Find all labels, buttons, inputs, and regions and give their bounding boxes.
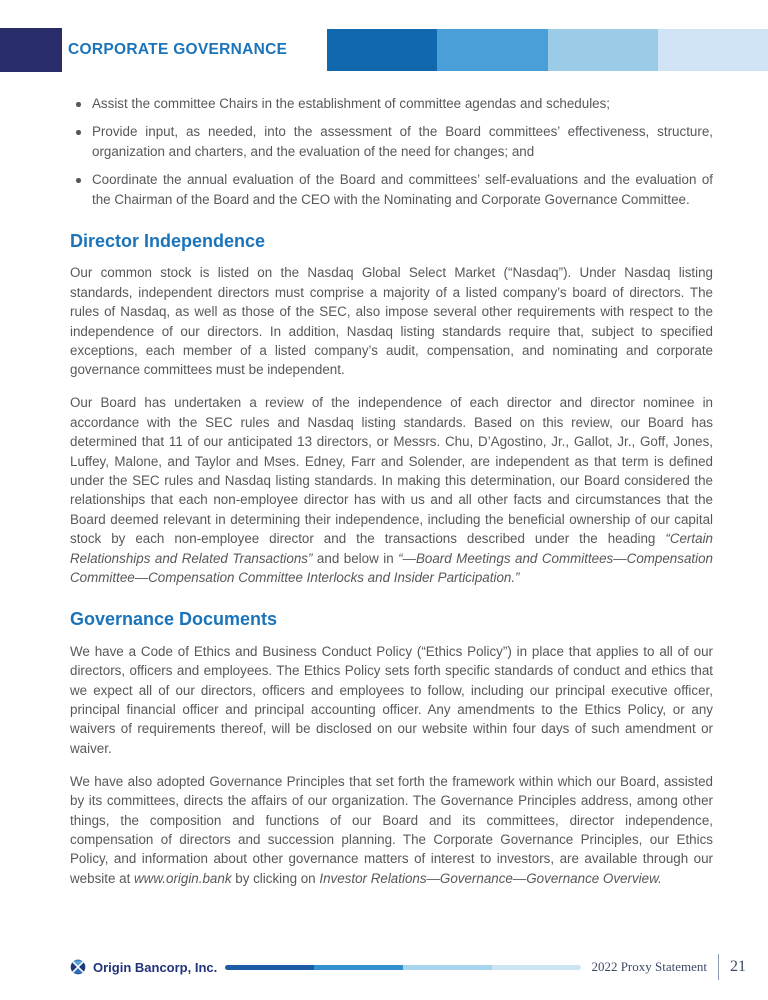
page-title: CORPORATE GOVERNANCE [68,41,288,58]
footer-gradient-segment-4 [492,965,581,970]
footer-gradient-segment-2 [314,965,403,970]
list-item: Assist the committee Chairs in the establishment of committee agendas and schedules; [70,94,713,113]
footer-gradient-segment-3 [403,965,492,970]
footer-gradient-segment-1 [225,965,314,970]
section-director-independence [70,232,713,587]
origin-bancorp-logo-icon [70,959,86,975]
list-item: Coordinate the annual evaluation of the Board and committees’ self-evaluations and the evaluation of the Chairman of the Board and the CEO with the Nominating and Corporate Governance Committee. [70,170,713,209]
gradient-segment-4 [658,29,768,71]
section-governance-documents [70,610,713,888]
page-number: 21 [730,958,746,975]
page-footer [70,952,746,982]
list-item: Provide input, as needed, into the assessment of the Board committees’ effectiveness, structure, organization and charters, and the evaluation of the need for changes; and [70,122,713,161]
paragraph: We have a Code of Ethics and Business Conduct Policy (“Ethics Policy”) in place that applies to all of our directors, officers and employees. The Ethics Policy sets forth specific standards of conduct and ethics that we expect all of our directors, officers and employees to follow, including our principal executive officer, principal financial officer and principal accounting officer. Any amendments to the Ethics Policy, or any waivers of requirements thereof, will be disclosed on our website within four days of such amendment or waiver. [70,643,713,756]
section-heading: Governance Documents [70,609,278,630]
document-title: 2022 Proxy Statement [591,959,707,974]
company-name: Origin Bancorp, Inc. [93,959,218,975]
paragraph: Our common stock is listed on the Nasdaq Global Select Market (“Nasdaq”). Under Nasdaq listing standards, independent directors must comprise a majority of a listed company’s board of directors. The rules of Nasdaq, as well as those of the SEC, also impose several other requirements with respect to the independence of our directors. In addition, Nasdaq listing standards require that, subject to specified exceptions, each member of a listed company’s audit, compensation, and nominating and corporate governance committees must be independent. [70,265,713,378]
bullet-list [70,94,713,209]
header-gradient-bar [327,29,768,71]
content [70,94,713,902]
footer-gradient-line [225,965,581,970]
footer-separator [718,954,719,980]
paragraph: We have also adopted Governance Principles that set forth the framework within which our Board, assisted by its committees, directs the affairs of our organization. The Governance Principles address, among other things, the composition and functions of our Board and its committees, director independence, compensation of directors and succession planning. The Corporate Governance Principles, our Ethics Policy, and information about other governance matters of interest to investors, are available through our website at www.origin.bank by clicking on Investor Relations—Governance—Governance Overview. [70,773,713,886]
gradient-segment-2 [437,29,547,71]
header-corner-block [0,28,62,72]
paragraph: Our Board has undertaken a review of the independence of each director and director nominee in accordance with the SEC rules and Nasdaq listing standards. Based on this review, our Board has determined that 11 of our anticipated 13 directors, or Messrs. Chu, D’Agostino, Jr., Gallot, Jr., Goff, Jones, Luffey, Malone, and Taylor and Mses. Edney, Farr and Solender, are independent as that term is defined under the SEC rules and Nasdaq listing standards. In making this determination, our Board considered the relationships that each non-employee director has with us and all other facts and circumstances that the Board deemed relevant in determining their independence, including the beneficial ownership of our capital stock by each non-employee director and the transactions described under the heading “Certain Relationships and Related Transactions” and below in “—Board Meetings and Committees—Compensation Committee—Compensation Committee Interlocks and Insider Participation.” [70,395,713,586]
gradient-segment-1 [327,29,437,71]
section-heading: Director Independence [70,231,266,252]
gradient-segment-3 [548,29,658,71]
